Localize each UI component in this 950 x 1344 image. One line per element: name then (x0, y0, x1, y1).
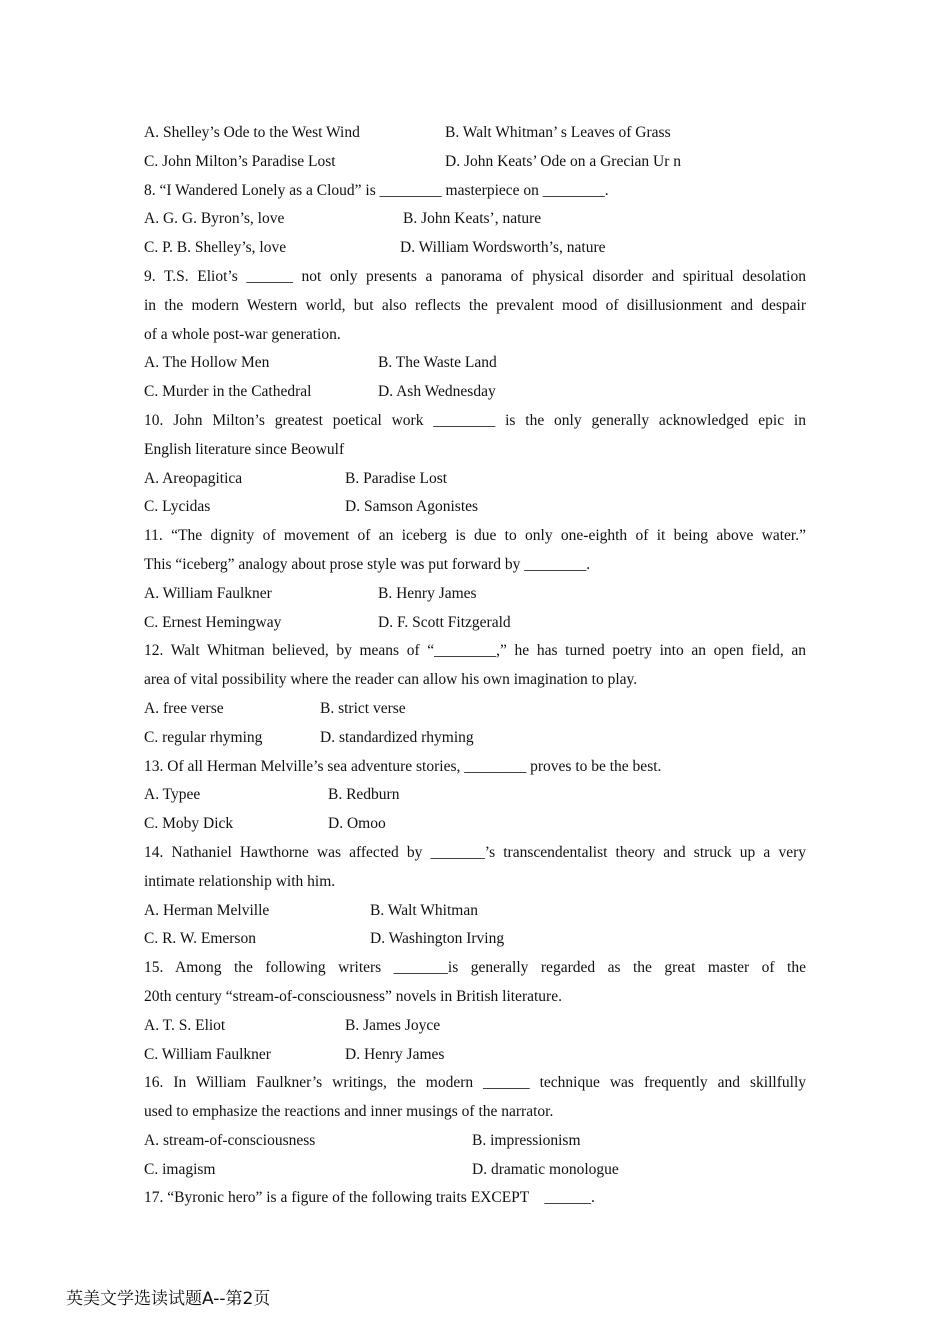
exam-page (144, 119, 806, 1213)
q14-option-b: B. Walt Whitman (370, 901, 478, 919)
q11-option-a: A. William Faulkner (144, 584, 272, 602)
q16-stem-line-2: used to emphasize the reactions and inner musings of the narrator. (144, 1103, 554, 1121)
q15-options-row-1 (144, 1012, 806, 1041)
q12-option-d: D. standardized rhyming (320, 728, 474, 746)
q15-option-b: B. James Joyce (345, 1016, 441, 1034)
q15-option-a: A. T. S. Eliot (144, 1016, 226, 1034)
q15-stem-line-1: 15. Among the following writers _______is generally regarded as the great master of the (144, 959, 806, 977)
q14-options-row-1 (144, 897, 806, 926)
q10-option-b: B. Paradise Lost (345, 469, 448, 487)
q14-option-c: C. R. W. Emerson (144, 930, 256, 948)
q10-option-d: D. Samson Agonistes (345, 498, 479, 516)
q16-options-row-1 (144, 1127, 806, 1156)
q8-stem: 8. “I Wandered Lonely as a Cloud” is ________ masterpiece on ________. (144, 181, 609, 199)
q14-option-d: D. Washington Irving (370, 930, 505, 948)
q16-stem-line-1: 16. In William Faulkner’s writings, the modern ______ technique was frequently and skillfully (144, 1074, 806, 1092)
q10-stem-line-2: English literature since Beowulf (144, 440, 345, 458)
q7-options-row-1 (144, 119, 806, 148)
q13-option-c: C. Moby Dick (144, 815, 234, 833)
q10-options-row-1 (144, 465, 806, 494)
q9-option-d: D. Ash Wednesday (378, 383, 496, 401)
page-footer: 英美文学选读试题A--第2页 (66, 1289, 271, 1309)
q12-stem-line-2: area of vital possibility where the reader can allow his own imagination to play. (144, 671, 638, 689)
q11-stem-line-2: This “iceberg” analogy about prose style was put forward by ________. (144, 555, 591, 573)
q12-option-c: C. regular rhyming (144, 728, 263, 746)
q9-stem-line-3: of a whole post-war generation. (144, 325, 341, 343)
q8-option-c: C. P. B. Shelley’s, love (144, 239, 287, 257)
q8-options-row-1 (144, 205, 806, 234)
q13-option-d: D. Omoo (328, 815, 386, 833)
q12-options-row-1 (144, 695, 806, 724)
q11-option-b: B. Henry James (378, 584, 477, 602)
q7-option-a: A. Shelley’s Ode to the West Wind (144, 124, 360, 141)
q10-option-a: A. Areopagitica (144, 469, 243, 487)
q12-option-b: B. strict verse (320, 699, 406, 717)
q14-stem-line-1: 14. Nathaniel Hawthorne was affected by _______’s transcendentalist theory and struck up a very (144, 843, 806, 861)
q9-option-a: A. The Hollow Men (144, 354, 270, 372)
q13-option-b: B. Redburn (328, 786, 400, 804)
q11-option-d: D. F. Scott Fitzgerald (378, 613, 511, 631)
q14-option-a: A. Herman Melville (144, 901, 270, 919)
q15-option-d: D. Henry James (345, 1045, 445, 1063)
q9-stem-line-1: 9. T.S. Eliot’s ______ not only presents a panorama of physical disorder and spiritual desolation (144, 267, 806, 285)
q13-option-a: A. Typee (144, 786, 201, 804)
q7-options-row-2 (144, 148, 806, 177)
q16-options-row-2 (144, 1156, 806, 1185)
q9-stem-line-2: in the modern Western world, but also reflects the prevalent mood of disillusionment and despair (144, 296, 806, 314)
q16-option-c: C. imagism (144, 1160, 216, 1178)
q8-option-d: D. William Wordsworth’s, nature (400, 239, 606, 257)
q12-option-a: A. free verse (144, 699, 224, 717)
q7-option-d: D. John Keats’ Ode on a Grecian Ur n (445, 152, 682, 170)
q9-options-row-1 (144, 349, 806, 378)
q9-option-c: C. Murder in the Cathedral (144, 383, 312, 401)
q10-options-row-2 (144, 493, 806, 522)
q16-option-a: A. stream-of-consciousness (144, 1131, 316, 1149)
q9-option-b: B. The Waste Land (378, 354, 497, 372)
q16-option-d: D. dramatic monologue (472, 1160, 619, 1178)
q14-stem-line-2: intimate relationship with him. (144, 872, 336, 890)
q13-stem: 13. Of all Herman Melville’s sea adventure stories, ________ proves to be the best. (144, 757, 662, 775)
q12-stem-line-1: 12. Walt Whitman believed, by means of “________,” he has turned poetry into an open field, an (144, 642, 806, 660)
q7-option-c: C. John Milton’s Paradise Lost (144, 152, 336, 170)
q12-options-row-2 (144, 724, 806, 753)
q15-stem-line-2: 20th century “stream-of-consciousness” novels in British literature. (144, 987, 562, 1005)
q8-option-a: A. G. G. Byron’s, love (144, 210, 285, 228)
q11-option-c: C. Ernest Hemingway (144, 613, 282, 631)
q9-options-row-2 (144, 378, 806, 407)
q8-option-b: B. John Keats’, nature (403, 210, 542, 228)
q7-option-b: B. Walt Whitman’ s Leaves of Grass (445, 124, 671, 141)
q14-options-row-2 (144, 925, 806, 954)
q15-options-row-2 (144, 1041, 806, 1070)
q17-stem: 17. “Byronic hero” is a figure of the following traits EXCEPT ______. (144, 1189, 595, 1207)
q8-options-row-2 (144, 234, 806, 263)
q11-options-row-2 (144, 609, 806, 638)
q16-option-b: B. impressionism (472, 1131, 581, 1149)
q15-option-c: C. William Faulkner (144, 1045, 271, 1063)
q13-options-row-2 (144, 810, 806, 839)
q11-stem-line-1: 11. “The dignity of movement of an iceberg is due to only one-eighth of it being above water.” (144, 527, 806, 545)
q11-options-row-1 (144, 580, 806, 609)
q10-option-c: C. Lycidas (144, 498, 211, 516)
q13-options-row-1 (144, 781, 806, 810)
q10-stem-line-1: 10. John Milton’s greatest poetical work ________ is the only generally acknowledged epic in (144, 411, 806, 429)
